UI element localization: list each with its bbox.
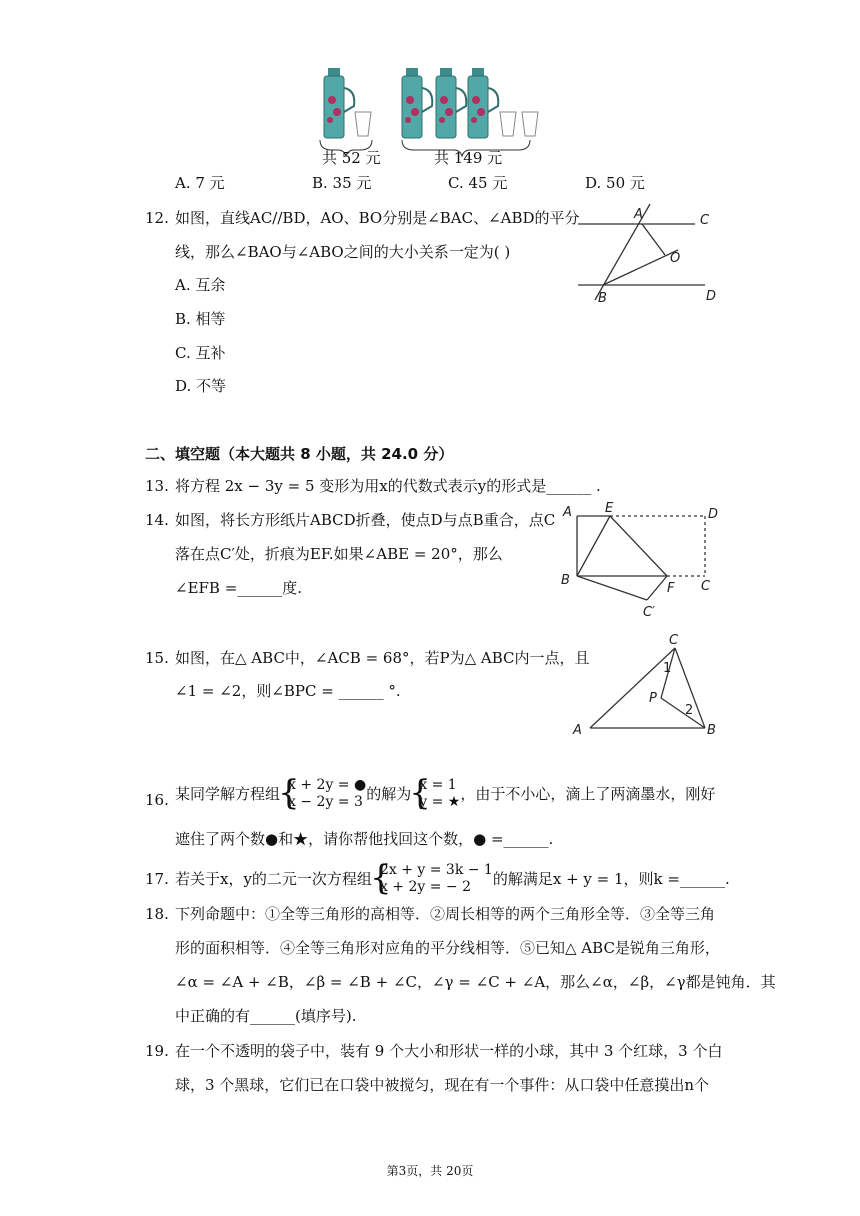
page-footer: 第3页，共 20页 [386,1164,474,1178]
q18-line2: 形的面积相等．④全等三角形对应角的平分线相等．⑤已知△ ABC是锐角三角形， [175,939,720,957]
q17-eq1: { 2x + y = 3k − 1 [379,862,493,878]
price-label-left: 共 52 元 [322,149,381,167]
q19-line2: 球，3 个黑球，它们已在口袋中被搅匀，现在有一个事件：从口袋中任意摸出n个 [175,1076,709,1094]
glass-icon [522,112,538,136]
q12-line1: 如图，直线AC//BD，AO、BO分别是∠BAC、∠ABD的平分 [175,209,580,227]
q15-number: 15. [145,649,169,667]
point-label-c: C [669,633,679,648]
q16-solution [411,777,460,811]
q14-line2: 落在点C′处，折痕为EF.如果∠ABE = 20°，那么 [175,545,503,563]
thermos-icon [468,68,498,138]
q13-number: 13. [145,477,169,495]
q18-number: 18. [145,905,169,923]
q16-sol2: y = ★ [419,794,461,810]
q16-post: ，由于不小心，滴上了两滴墨水，刚好 [460,785,716,803]
q16-line1 [175,774,715,814]
point-label-d: D [708,507,719,522]
point-label-b: B [707,723,716,738]
q16-line2: 遮住了两个数●和★，请你帮他找回这个数，● =______. [175,830,554,848]
q17-system [372,862,493,896]
point-label-a: A [634,207,643,222]
q11-option-d: D. 50 元 [585,174,645,192]
point-label-a: A [563,505,572,520]
q17-line [175,859,730,899]
q12-line2: 线，那么∠BAO与∠ABO之间的大小关系一定为( ) [175,243,511,261]
q12-option-c: C. 互补 [175,344,226,362]
q14-number: 14. [145,511,169,529]
q18-line3: ∠α = ∠A + ∠B，∠β = ∠B + ∠C，∠γ = ∠C + ∠A，那么∠α，∠β，∠γ都是钝角．其 [175,973,776,991]
q12-figure [570,200,730,310]
point-label-d: D [706,289,717,304]
q17-number: 17. [145,870,169,888]
q12-number: 12. [145,209,169,227]
q18-line4: 中正确的有______(填序号). [175,1007,357,1025]
point-label-o: O [670,251,681,266]
q16-mid: 的解为 [366,785,412,803]
point-label-e: E [605,501,614,516]
q12-option-d: D. 不等 [175,377,227,395]
q11-option-b: B. 35 元 [312,174,372,192]
q18-line1: 下列命题中：①全等三角形的高相等．②周长相等的两个三角形全等．③全等三角 [175,905,716,923]
point-label-c: C [700,213,710,228]
glass-icon [500,112,516,136]
q13-text: 将方程 2x − 3y = 5 变形为用x的代数式表示y的形式是______ . [175,477,601,495]
q12-option-b: B. 相等 [175,310,226,328]
point-label-b: B [598,291,607,306]
q16-eq2: x − 2y = 3 [288,794,363,810]
q16-sol1: { x = 1 [419,777,457,793]
price-label-right: 共 149 元 [434,149,503,167]
glass-icon [355,112,371,136]
q15-line2: ∠1 = ∠2，则∠BPC = ______ °. [175,682,401,700]
thermos-icon [436,68,466,138]
q15-figure [565,630,730,745]
q19-number: 19. [145,1042,169,1060]
point-label-p: P [649,691,657,706]
q14-line1: 如图，将长方形纸片ABCD折叠，使点D与点B重合，点C [175,511,556,529]
q19-line1: 在一个不透明的袋子中，装有 9 个大小和形状一样的小球，其中 3 个红球，3 个白 [175,1042,723,1060]
point-label-f: F [667,581,675,596]
q16-eq1: { x + 2y = ● [288,777,367,793]
q16-system [280,777,366,811]
q17-eq2: x + 2y = − 2 [379,879,471,895]
q17-post: 的解满足x + y = 1，则k =______. [492,870,730,888]
section-heading: 二、填空题（本大题共 8 小题，共 24.0 分） [145,445,454,463]
q11-option-a: A. 7 元 [175,174,225,192]
thermos-icon [324,68,354,138]
q14-figure [555,500,730,625]
q11-option-c: C. 45 元 [448,174,508,192]
q14-line3: ∠EFB =______度. [175,579,303,597]
point-label-c: C [701,579,711,594]
q15-line1: 如图，在△ ABC中，∠ACB = 68°，若P为△ ABC内一点，且 [175,649,590,667]
angle-label-1: 1 [663,661,672,676]
q16-pre: 某同学解方程组 [175,785,281,803]
point-label-c-prime: C′ [643,605,656,620]
q12-option-a: A. 互余 [175,276,226,294]
q17-pre: 若关于x，y的二元一次方程组 [175,870,372,888]
point-label-b: B [561,573,570,588]
point-label-a: A [573,723,582,738]
thermos-icon [402,68,432,138]
angle-label-2: 2 [685,703,694,718]
q16-number: 16. [145,791,169,809]
